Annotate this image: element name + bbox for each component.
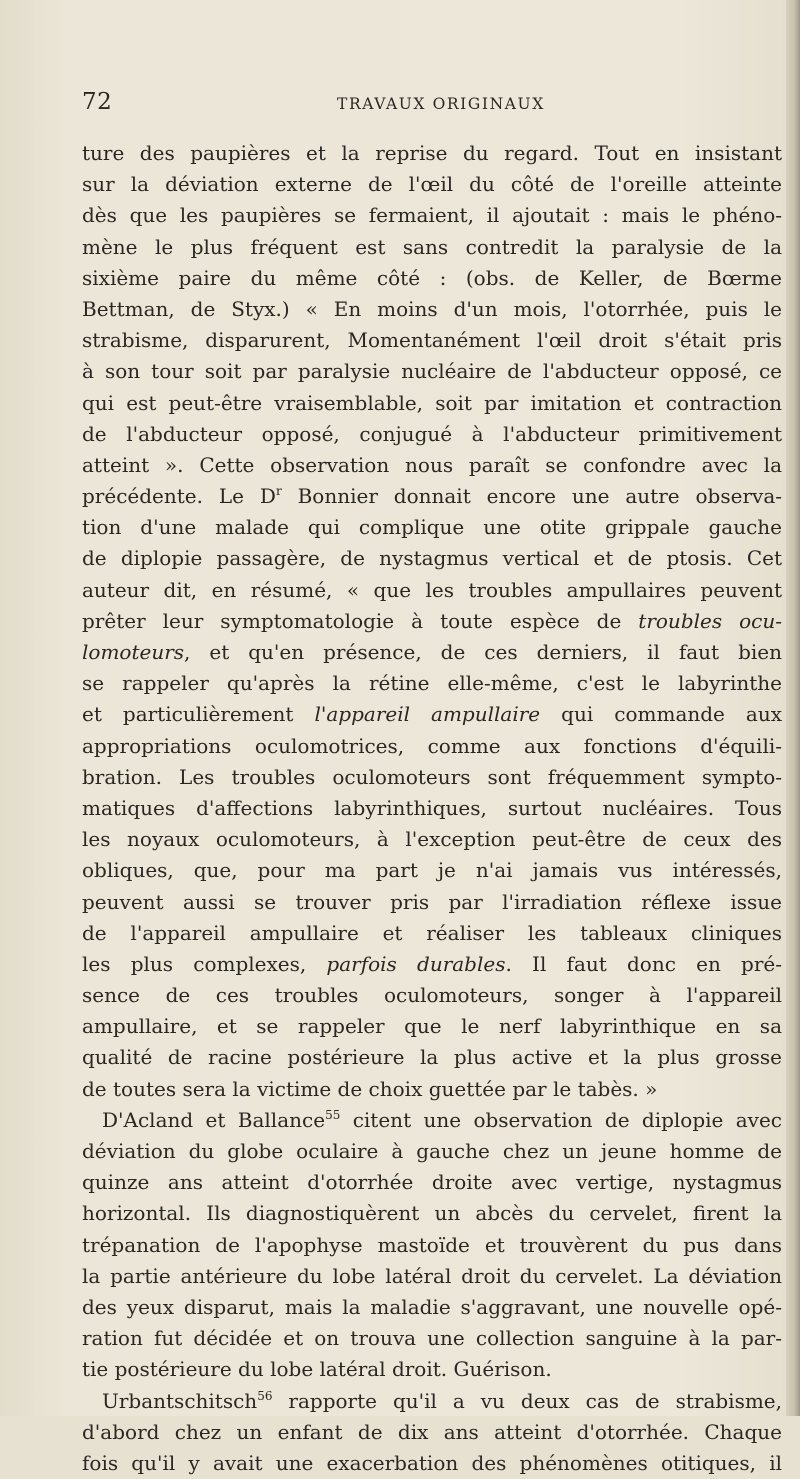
text-line <box>82 543 782 574</box>
italic-text: l'appareil ampullaire <box>314 702 541 727</box>
line-text: Urbantschitsch <box>102 1388 258 1413</box>
line-text: et particulièrement <box>82 702 315 727</box>
line-text: quinze ans atteint d'otorrhée droite avec vertige, nystagmus <box>82 1170 782 1195</box>
line-text: bration. Les troubles oculomoteurs sont fréquemment sympto- <box>82 764 782 789</box>
line-text: obliques, que, pour ma part je n'ai jamais vus intéressés, <box>82 858 782 883</box>
italic-text: parfois durables <box>326 951 506 976</box>
line-text: la partie antérieure du lobe latéral droit du cervelet. La déviation <box>82 1263 782 1288</box>
line-text: D'Acland et Ballance <box>102 1107 326 1132</box>
line-text: strabisme, disparurent, Momentanément l'œil droit s'était pris <box>82 328 782 353</box>
line-text: sence de ces troubles oculomoteurs, songer à l'appareil <box>82 983 782 1008</box>
line-text: qui est peut-être vraisemblable, soit par imitation et contraction <box>82 390 782 415</box>
running-head: TRAVAUX ORIGINAUX <box>337 95 545 113</box>
line-text: sur la déviation externe de l'œil du côté de l'oreille atteinte <box>82 172 782 197</box>
text-line <box>82 1417 782 1448</box>
text-line <box>82 575 782 606</box>
line-text: ture des paupières et la reprise du regard. Tout en insistant <box>82 141 782 165</box>
text-line <box>82 793 782 824</box>
body-text <box>82 138 782 1479</box>
text-line <box>82 388 782 419</box>
text-line <box>82 918 782 949</box>
line-text: peuvent aussi se trouver pris par l'irradiation réflexe issue <box>82 889 782 914</box>
line-text: dès que les paupières se fermaient, il ajoutait : mais le phéno- <box>82 203 782 228</box>
text-line <box>82 1448 782 1479</box>
text-line <box>82 606 782 637</box>
text-line <box>82 1105 782 1136</box>
line-text: tie postérieure du lobe latéral droit. Guérison. <box>82 1357 552 1382</box>
line-text: rapporte qu'il a vu deux cas de strabisme, <box>272 1388 782 1413</box>
line-text: auteur dit, en résumé, « que les troubles ampullaires peuvent <box>82 577 782 602</box>
italic-text: troubles ocu- <box>638 608 782 633</box>
line-text: . Il faut donc en pré- <box>505 951 782 976</box>
text-line <box>82 512 782 543</box>
page-edge-shadow <box>786 0 800 1416</box>
italic-text: lomoteurs <box>82 640 185 664</box>
line-text: précédente. Le D <box>82 484 276 509</box>
line-text: mène le plus fréquent est sans contredit la paralysie de la <box>82 234 782 259</box>
text-line <box>82 762 782 793</box>
text-line <box>82 232 782 263</box>
text-line <box>82 138 782 169</box>
page-header <box>82 89 782 119</box>
text-line <box>82 1198 782 1229</box>
line-text: , et qu'en présence, de ces derniers, il faut bien <box>184 640 782 664</box>
line-text: horizontal. Ils diagnostiquèrent un abcès du cervelet, firent la <box>82 1201 782 1226</box>
text-line <box>82 1011 782 1042</box>
line-text: les noyaux oculomoteurs, à l'exception peut-être de ceux des <box>82 827 782 852</box>
line-text: les plus complexes, <box>82 951 327 976</box>
text-line <box>82 200 782 231</box>
text-line <box>82 699 782 730</box>
line-text: prêter leur symptomatologie à toute espèce de <box>82 608 639 633</box>
line-text: se rappeler qu'après la rétine elle-même, c'est le labyrinthe <box>82 671 782 696</box>
text-line <box>82 1354 782 1385</box>
text-line <box>82 1074 782 1105</box>
text-line <box>82 169 782 200</box>
line-text: qui commande aux <box>540 702 782 727</box>
line-text: de toutes sera la victime de choix guettée par le tabès. » <box>82 1076 658 1101</box>
line-text: Bonnier donnait encore une autre observa- <box>281 484 782 509</box>
line-text: atteint ». Cette observation nous paraît se confondre avec la <box>82 452 782 477</box>
text-line <box>82 263 782 294</box>
line-text: de diplopie passagère, de nystagmus vertical et de ptosis. Cet <box>82 546 782 571</box>
text-line <box>82 824 782 855</box>
line-text: citent une observation de diplopie avec <box>340 1107 782 1132</box>
text-line <box>82 294 782 325</box>
text-line <box>82 1230 782 1261</box>
text-line <box>82 855 782 886</box>
line-text: d'abord chez un enfant de dix ans atteint d'otorrhée. Chaque <box>82 1419 782 1444</box>
text-line <box>82 731 782 762</box>
footnote-ref: 55 <box>325 1107 341 1122</box>
text-line <box>82 356 782 387</box>
line-text: ampullaire, et se rappeler que le nerf labyrinthique en sa <box>82 1014 782 1039</box>
line-text: appropriations oculomotrices, comme aux fonctions d'équili- <box>82 733 782 758</box>
footnote-ref: r <box>275 484 282 499</box>
text-line <box>82 887 782 918</box>
footnote-ref: 56 <box>257 1388 273 1403</box>
text-line <box>82 481 782 512</box>
line-text: qualité de racine postérieure la plus active et la plus grosse <box>82 1045 782 1070</box>
line-text: des yeux disparut, mais la maladie s'aggravant, une nouvelle opé- <box>82 1294 782 1319</box>
line-text: de l'abducteur opposé, conjugué à l'abducteur primitivement <box>82 421 782 446</box>
line-text: Bettman, de Styx.) « En moins d'un mois, l'otorrhée, puis le <box>82 296 782 321</box>
text-line <box>82 1042 782 1073</box>
text-line <box>82 1386 782 1417</box>
line-text: fois qu'il y avait une exacerbation des phénomènes otitiques, il <box>82 1450 782 1475</box>
line-text: ration fut décidée et on trouva une collection sanguine à la par- <box>82 1326 782 1351</box>
line-text: sixième paire du même côté : (obs. de Keller, de Bœrme <box>82 265 782 290</box>
text-line <box>82 450 782 481</box>
line-text: de l'appareil ampullaire et réaliser les tableaux cliniques <box>82 920 782 945</box>
text-line <box>82 980 782 1011</box>
text-line <box>82 1167 782 1198</box>
text-line <box>82 668 782 699</box>
line-text: trépanation de l'apophyse mastoïde et trouvèrent du pus dans <box>82 1232 782 1257</box>
text-line <box>82 419 782 450</box>
text-line <box>82 1136 782 1167</box>
text-line <box>82 949 782 980</box>
text-line <box>82 325 782 356</box>
line-text: déviation du globe oculaire à gauche chez un jeune homme de <box>82 1139 782 1163</box>
text-line <box>82 1261 782 1292</box>
line-text: tion d'une malade qui complique une otite grippale gauche <box>82 515 782 540</box>
page-number: 72 <box>82 89 113 115</box>
text-line <box>82 637 782 668</box>
text-line <box>82 1323 782 1354</box>
text-line <box>82 1292 782 1323</box>
line-text: à son tour soit par paralysie nucléaire de l'abducteur opposé, ce <box>82 359 782 384</box>
line-text: matiques d'affections labyrinthiques, surtout nucléaires. Tous <box>82 795 782 820</box>
